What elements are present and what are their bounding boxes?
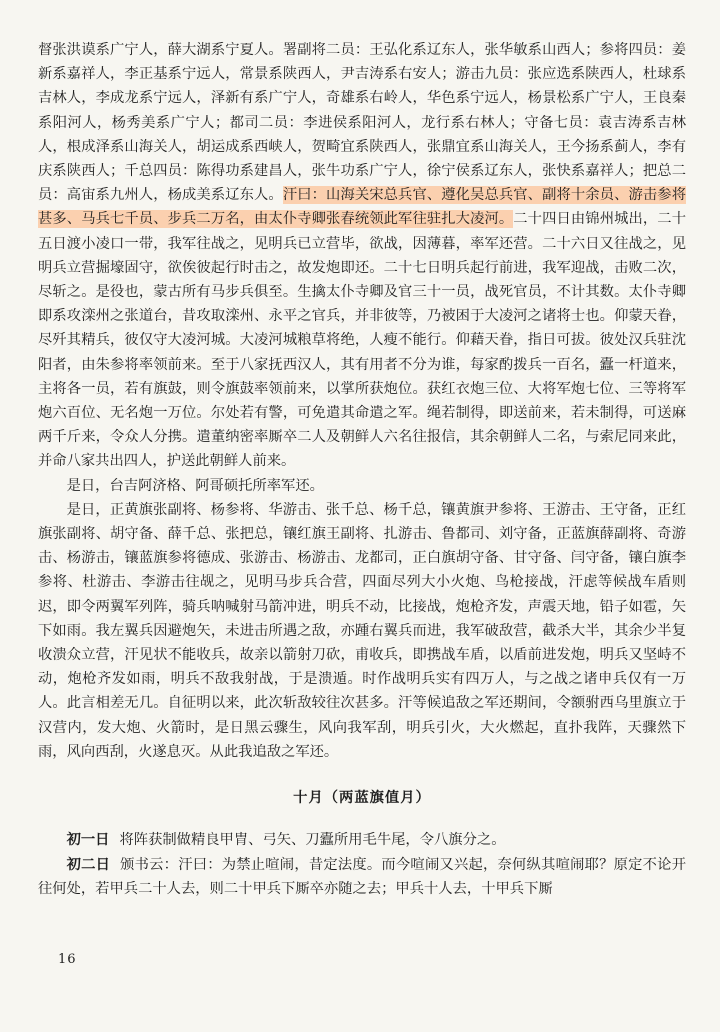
paragraph-officer-list <box>38 38 686 474</box>
entry-day-2 <box>38 853 686 901</box>
officer-list-text: 督张洪谟系广宁人，薛大湖系宁夏人。署副将二员：王弘化系辽东人，张华敏系山西人；参将四员：姜新系嘉祥人，李正基系宁远人，常景系陕西人，尹吉涛系右安人；游击九员：张应选系陕西人，杜球系吉林人，李成龙系宁远人，泽新有系广宁人，奇雄系右岭人，华色系宁远人，杨景松系广宁人，王良秦系阳河人，杨秀美系广宁人；都司二员：李进侯系阳河人，龙行系右林人；守备七员：袁吉涛系吉林人，根成泽系山海关人，胡运成系西峡人，贺畸宜系陕西人，张鼎宜系山海关人，王今扬系蓟人，李有庆系陕西人；千总四员：陈得功系建昌人，张牛功系广宁人，徐宁侯系辽东人，张快系嘉祥人；把总二员：高宙系九州人，杨成美系辽东人。 <box>38 42 686 204</box>
entry-text: 将阵获制做精良甲胄、弓矢、刀蠹所用毛牛尾，令八旗分之。 <box>119 832 506 849</box>
entry-day-label: 初一日 <box>66 832 110 849</box>
paragraph-battle-detail: 是日，正黄旗张副将、杨参将、华游击、张千总、杨千总，镶黄旗尹参将、王游击、王守备，正红旗张副将、胡守备、薛千总、张把总，镶红旗王副将、扎游击、鲁都司、刘守备，正蓝旗薛副将、奇游击、杨游击，镶蓝旗参将德成、张游击、杨游击、龙都司，正白旗胡守备、甘守备、闫守备，镶白旗李参将、杜游击、李游击往觇之，见明马步兵合营，四面尽列大小火炮、鸟枪接战，汗虑等候战车盾则迟，即令两翼军列阵，骑兵呐喊射马箭冲进，明兵不动，比接战，炮枪齐发，声震天地，铅子如雹，矢下如雨。我左翼兵因避炮矢，未进击所遇之敌，亦踵右翼兵而进，我军破敌营，截杀大半，其余少半复收溃众立营，汗见状不能收兵，故亲以箭射刀砍，甫收兵，即携战车盾，以盾前进发炮，明兵又坚峙不动，炮枪齐发如雨，明兵不敌我射战，于是溃遁。时作战明兵实有四万人，与之战之诸申兵仅有一万人。此言相差无几。自征明以来，此次斩敌较往次甚多。汗等候追敌之军还期间，令额驸西乌里旗立于汉营内，发大炮、火箭时，是日黑云骤生，风向我军刮，明兵引火，大火燃起，直扑我阵，天骤然下雨，风向西刮，火遂息灭。从此我追敌之军还。 <box>38 501 686 760</box>
highlighted-passage: 汗曰：山海关宋总兵官、遵化吴总兵官、副将十余员、游击参将甚多、马兵七千员、步兵二万名，由太仆寺卿张春统领此军往驻扎大凌河。 <box>38 187 687 228</box>
entry-day-label: 初二日 <box>66 856 111 873</box>
entry-day-1 <box>38 828 686 852</box>
section-title: 十月（两蓝旗值月） <box>293 790 431 807</box>
entry-text: 颁书云：汗曰：为禁止喧闹，昔定法度。而今喧闹又兴起，奈何纵其喧闹耶？原定不论开往何处，若甲兵二十人去，则二十甲兵下厮卒亦随之去；甲兵十人去，十甲兵下厮 <box>38 856 686 897</box>
battle-account-text: 二十四日由锦州城出，二十五日渡小凌口一带，我军往战之，见明兵已立营毕，欲战，因薄暮，率军还营。二十六日又往战之，见明兵立营掘壕固守，欲俟彼起行时击之，故发炮即还。二十七日明兵起行前进，我军迎战，击败二次，尽斩之。是役也，蒙古所有马步兵俱至。生擒太仆寺卿及官三十一员，战死官员，不计其数。太仆寺卿即系攻滦州之张道台，昔攻取滦州、永平之官兵，并非彼等，乃被困于大凌河之诸将士也。仰蒙天眷，尽歼其精兵，彼仅守大凌河城。大凌河城粮草将绝，人瘦不能行。仰藉天眷，指日可拔。彼处汉兵驻沈阳者，由朱参将率领前来。至于八家抚西汉人，其有用者不分为谁，每家酌拨兵一百名，蠹一杆道来，主将各一员，若有旗鼓，则令旗鼓率领前来，以掌所获炮位。获红衣炮三位、大将军炮七位、三等将军炮六百位、无名炮一万位。尔处若有警，可免遣其命遣之军。绳若制得，即送前来，若未制得，可送麻两千斤来，令众人分携。遣董纳密率厮卒二人及朝鲜人六名往报信，其余朝鲜人二名，与索尼同来此，并命八家共出四人，护送此朝鲜人前来。 <box>38 211 687 470</box>
paragraph-army-return: 是日，台吉阿济格、阿哥硕托所率军还。 <box>66 477 324 494</box>
page-number: 16 <box>58 952 77 967</box>
document-body <box>38 38 686 901</box>
